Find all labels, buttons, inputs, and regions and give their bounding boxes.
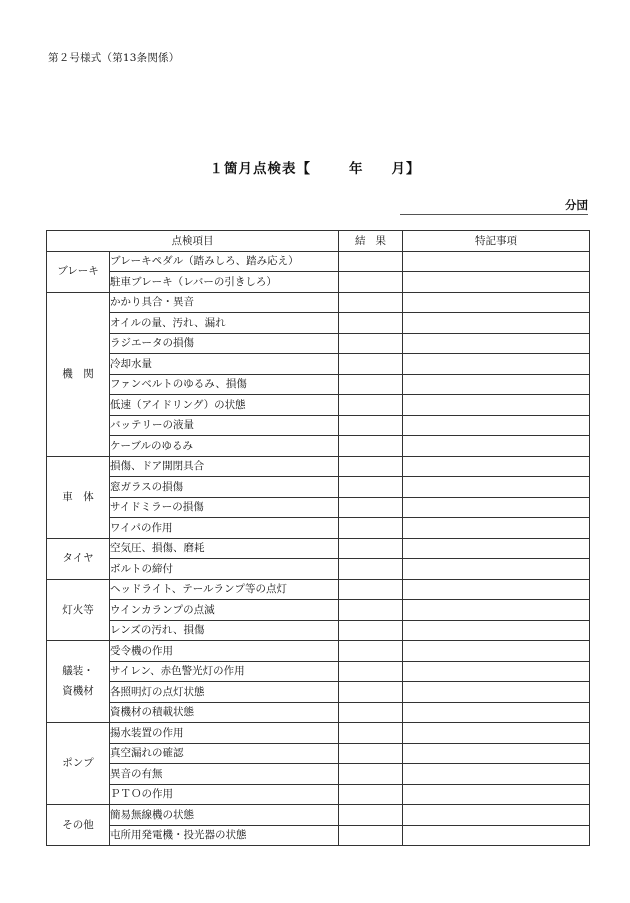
title-prefix: １箇月点検表【 (209, 161, 311, 177)
remarks-cell[interactable] (403, 415, 590, 436)
remarks-cell[interactable] (403, 743, 590, 764)
item-cell: オイルの量、汚れ、漏れ (110, 313, 339, 334)
inspection-table (46, 230, 590, 846)
remarks-cell[interactable] (403, 661, 590, 682)
item-cell: ヘッドライト、テールランプ等の点灯 (110, 579, 339, 600)
remarks-cell[interactable] (403, 497, 590, 518)
header-result-label: 結果 (355, 234, 396, 247)
table-row (47, 415, 590, 436)
header-item (47, 231, 339, 252)
remarks-cell[interactable] (403, 313, 590, 334)
result-cell[interactable] (339, 354, 403, 375)
category-cell: ポンプ (47, 723, 110, 805)
table-row (47, 518, 590, 539)
table-row (47, 292, 590, 313)
result-cell[interactable] (339, 272, 403, 293)
table-row (47, 723, 590, 744)
result-cell[interactable] (339, 579, 403, 600)
item-cell: 真空漏れの確認 (110, 743, 339, 764)
title-month-label: 月】 (391, 161, 421, 177)
table-row (47, 477, 590, 498)
remarks-cell[interactable] (403, 805, 590, 826)
result-cell[interactable] (339, 477, 403, 498)
item-cell: ケーブルのゆるみ (110, 436, 339, 457)
item-cell: 資機材の積載状態 (110, 702, 339, 723)
category-cell: 機 関 (47, 292, 110, 456)
table-row (47, 374, 590, 395)
table-row (47, 641, 590, 662)
item-cell: ボルトの締付 (110, 559, 339, 580)
branch-field (400, 197, 588, 215)
remarks-cell[interactable] (403, 702, 590, 723)
result-cell[interactable] (339, 415, 403, 436)
remarks-cell[interactable] (403, 518, 590, 539)
remarks-cell[interactable] (403, 251, 590, 272)
item-cell: 揚水装置の作用 (110, 723, 339, 744)
result-cell[interactable] (339, 743, 403, 764)
item-cell: サイレン、赤色警光灯の作用 (110, 661, 339, 682)
remarks-cell[interactable] (403, 292, 590, 313)
result-cell[interactable] (339, 661, 403, 682)
table-row (47, 805, 590, 826)
page-title (0, 157, 630, 177)
table-row (47, 579, 590, 600)
result-cell[interactable] (339, 620, 403, 641)
item-cell: 受令機の作用 (110, 641, 339, 662)
remarks-cell[interactable] (403, 600, 590, 621)
result-cell[interactable] (339, 764, 403, 785)
remarks-cell[interactable] (403, 620, 590, 641)
table-row (47, 395, 590, 416)
remarks-cell[interactable] (403, 354, 590, 375)
category-cell: 車 体 (47, 456, 110, 538)
item-cell: ファンベルトのゆるみ、損傷 (110, 374, 339, 395)
item-cell: 窓ガラスの損傷 (110, 477, 339, 498)
table-row (47, 682, 590, 703)
table-row (47, 436, 590, 457)
result-cell[interactable] (339, 251, 403, 272)
result-cell[interactable] (339, 723, 403, 744)
remarks-cell[interactable] (403, 456, 590, 477)
table-row (47, 661, 590, 682)
item-cell: ＰＴＯの作用 (110, 784, 339, 805)
item-cell: 低速（アイドリング）の状態 (110, 395, 339, 416)
remarks-cell[interactable] (403, 477, 590, 498)
category-cell: 灯火等 (47, 579, 110, 641)
result-cell[interactable] (339, 456, 403, 477)
item-cell: サイドミラーの損傷 (110, 497, 339, 518)
result-cell[interactable] (339, 805, 403, 826)
remarks-cell[interactable] (403, 641, 590, 662)
item-cell: ウインカランプの点滅 (110, 600, 339, 621)
item-cell: ワイパの作用 (110, 518, 339, 539)
item-cell: かかり具合・異音 (110, 292, 339, 313)
category-cell: 艤装・資機材 (47, 641, 110, 723)
item-cell: 冷却水量 (110, 354, 339, 375)
table-row (47, 559, 590, 580)
category-cell: その他 (47, 805, 110, 846)
title-year-label: 年 (349, 161, 364, 177)
result-cell[interactable] (339, 825, 403, 846)
table-row (47, 538, 590, 559)
item-cell: レンズの汚れ、損傷 (110, 620, 339, 641)
remarks-cell[interactable] (403, 395, 590, 416)
header-item-label: 点検項目 (171, 234, 214, 247)
result-cell[interactable] (339, 600, 403, 621)
item-cell: ブレーキペダル（踏みしろ、踏み応え） (110, 251, 339, 272)
table-row (47, 764, 590, 785)
remarks-cell[interactable] (403, 579, 590, 600)
item-cell: 簡易無線機の状態 (110, 805, 339, 826)
category-cell: ブレーキ (47, 251, 110, 292)
result-cell[interactable] (339, 292, 403, 313)
item-cell: 屯所用発電機・投光器の状態 (110, 825, 339, 846)
table-row (47, 620, 590, 641)
result-cell[interactable] (339, 497, 403, 518)
remarks-cell[interactable] (403, 764, 590, 785)
table-row (47, 825, 590, 846)
header-result (339, 231, 403, 252)
header-remarks (403, 231, 590, 252)
branch-label: 分団 (565, 198, 588, 212)
result-cell[interactable] (339, 374, 403, 395)
table-row (47, 743, 590, 764)
item-cell: ラジエータの損傷 (110, 333, 339, 354)
result-cell[interactable] (339, 333, 403, 354)
item-cell: 異音の有無 (110, 764, 339, 785)
item-cell: 損傷、ドア開閉具合 (110, 456, 339, 477)
table-row (47, 272, 590, 293)
table-header-row (47, 231, 590, 252)
item-cell: 空気圧、損傷、磨耗 (110, 538, 339, 559)
remarks-cell[interactable] (403, 825, 590, 846)
remarks-cell[interactable] (403, 559, 590, 580)
remarks-cell[interactable] (403, 723, 590, 744)
form-number: 第２号様式（第13条関係） (48, 52, 180, 64)
item-cell: 各照明灯の点灯状態 (110, 682, 339, 703)
result-cell[interactable] (339, 641, 403, 662)
item-cell: バッテリーの液量 (110, 415, 339, 436)
table-row (47, 313, 590, 334)
category-cell: タイヤ (47, 538, 110, 579)
result-cell[interactable] (339, 518, 403, 539)
remarks-cell[interactable] (403, 436, 590, 457)
remarks-cell[interactable] (403, 538, 590, 559)
result-cell[interactable] (339, 784, 403, 805)
table-body (47, 251, 590, 846)
result-cell[interactable] (339, 538, 403, 559)
table-row (47, 354, 590, 375)
table-row (47, 456, 590, 477)
table-row (47, 333, 590, 354)
remarks-cell[interactable] (403, 374, 590, 395)
remarks-cell[interactable] (403, 272, 590, 293)
result-cell[interactable] (339, 702, 403, 723)
result-cell[interactable] (339, 395, 403, 416)
remarks-cell[interactable] (403, 784, 590, 805)
header-remarks-label: 特記事項 (475, 234, 517, 247)
remarks-cell[interactable] (403, 682, 590, 703)
result-cell[interactable] (339, 682, 403, 703)
table-row (47, 251, 590, 272)
remarks-cell[interactable] (403, 333, 590, 354)
table-row (47, 702, 590, 723)
table-row (47, 600, 590, 621)
result-cell[interactable] (339, 436, 403, 457)
result-cell[interactable] (339, 313, 403, 334)
item-cell: 駐車ブレーキ（レバーの引きしろ） (110, 272, 339, 293)
table-row (47, 784, 590, 805)
result-cell[interactable] (339, 559, 403, 580)
table-row (47, 497, 590, 518)
